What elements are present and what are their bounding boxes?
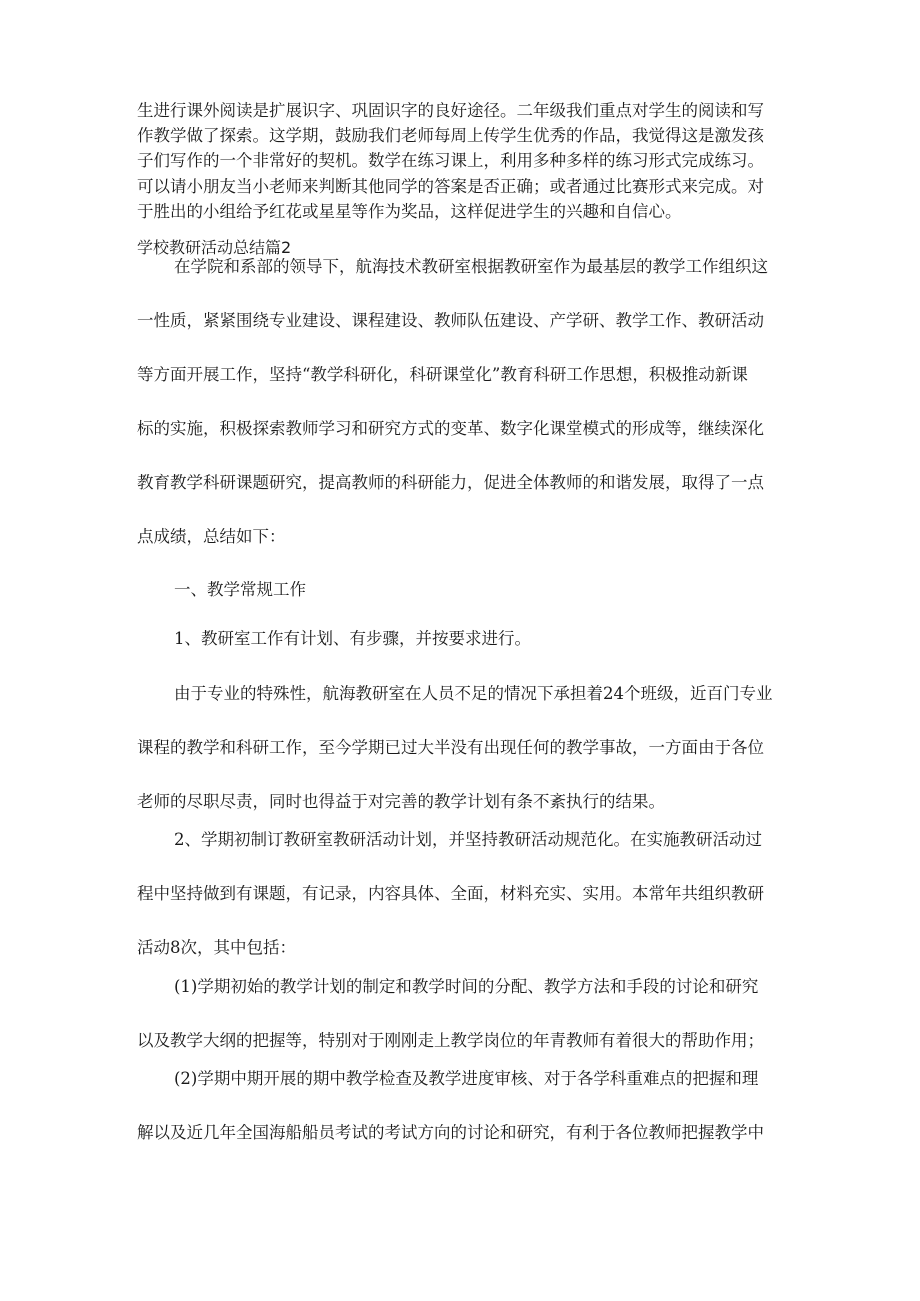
intro-line: 作教学做了探索。这学期，鼓励我们老师每周上传学生优秀的作品，我觉得这是激发孩 — [137, 126, 764, 146]
paragraph-line: 课程的教学和科研工作，至今学期已过大半没有出现任何的教学事故，一方面由于各位 — [137, 738, 764, 757]
paragraph-line: 2、学期初制订教研室教研活动计划，并坚持教研活动规范化。在实施教研活动过 — [174, 830, 762, 849]
intro-line: 可以请小朋友当小老师来判断其他同学的答案是否正确；或者通过比赛形式来完成。对 — [137, 176, 764, 196]
paragraph-line: (1)学期初始的教学计划的制定和教学时间的分配、教学方法和手段的讨论和研究 — [174, 977, 759, 996]
intro-line: 子们写作的一个非常好的契机。数学在练习课上，利用多种多样的练习形式完成练习。 — [137, 151, 764, 171]
paragraph-line: 老师的尽职尽责，同时也得益于对完善的教学计划有条不紊执行的结果。 — [137, 792, 665, 811]
paragraph-line: 一性质，紧紧围绕专业建设、课程建设、教师队伍建设、产学研、教学工作、教研活动 — [137, 311, 764, 330]
paragraph-line: 程中坚持做到有课题，有记录，内容具体、全面，材料充实、实用。本常年共组织教研 — [137, 884, 764, 903]
paragraph-line: 教育教学科研课题研究，提高教师的科研能力，促进全体教师的和谐发展，取得了一点 — [137, 473, 764, 492]
numbered-item: 1、教研室工作有计划、有步骤，并按要求进行。 — [174, 629, 531, 648]
paragraph-line: 点成绩，总结如下： — [137, 527, 286, 546]
paragraph-line: 活动8次，其中包括： — [137, 938, 296, 957]
paragraph-line: (2)学期中期开展的期中教学检查及教学进度审核、对于各学科重难点的把握和理 — [174, 1069, 759, 1088]
paragraph-line: 以及教学大纲的把握等，特别对于刚刚走上教学岗位的年青教师有着很大的帮助作用； — [137, 1031, 764, 1050]
paragraph-line: 由于专业的特殊性，航海教研室在人员不足的情况下承担着24个班级，近百门专业 — [174, 684, 773, 703]
paragraph-line: 解以及近几年全国海船船员考试的考试方向的讨论和研究，有利于各位教师把握教学中 — [137, 1123, 764, 1142]
intro-paragraph — [137, 98, 787, 224]
section-title: 学校教研活动总结篇2 — [137, 238, 292, 257]
intro-line: 于胜出的小组给予红花或星星等作为奖品，这样促进学生的兴趣和自信心。 — [137, 201, 682, 221]
intro-line: 生进行课外阅读是扩展识字、巩固识字的良好途径。二年级我们重点对学生的阅读和写 — [137, 101, 764, 120]
paragraph-line: 等方面开展工作，坚持“教学科研化，科研课堂化”教育科研工作思想，积极推动新课 — [137, 365, 748, 384]
paragraph-line: 标的实施，积极探索教师学习和研究方式的变革、数字化课堂模式的形成等，继续深化 — [137, 419, 764, 438]
paragraph-line: 在学院和系部的领导下，航海技术教研室根据教研室作为最基层的教学工作组织这 — [174, 257, 768, 276]
section-heading: 一、教学常规工作 — [174, 580, 306, 599]
